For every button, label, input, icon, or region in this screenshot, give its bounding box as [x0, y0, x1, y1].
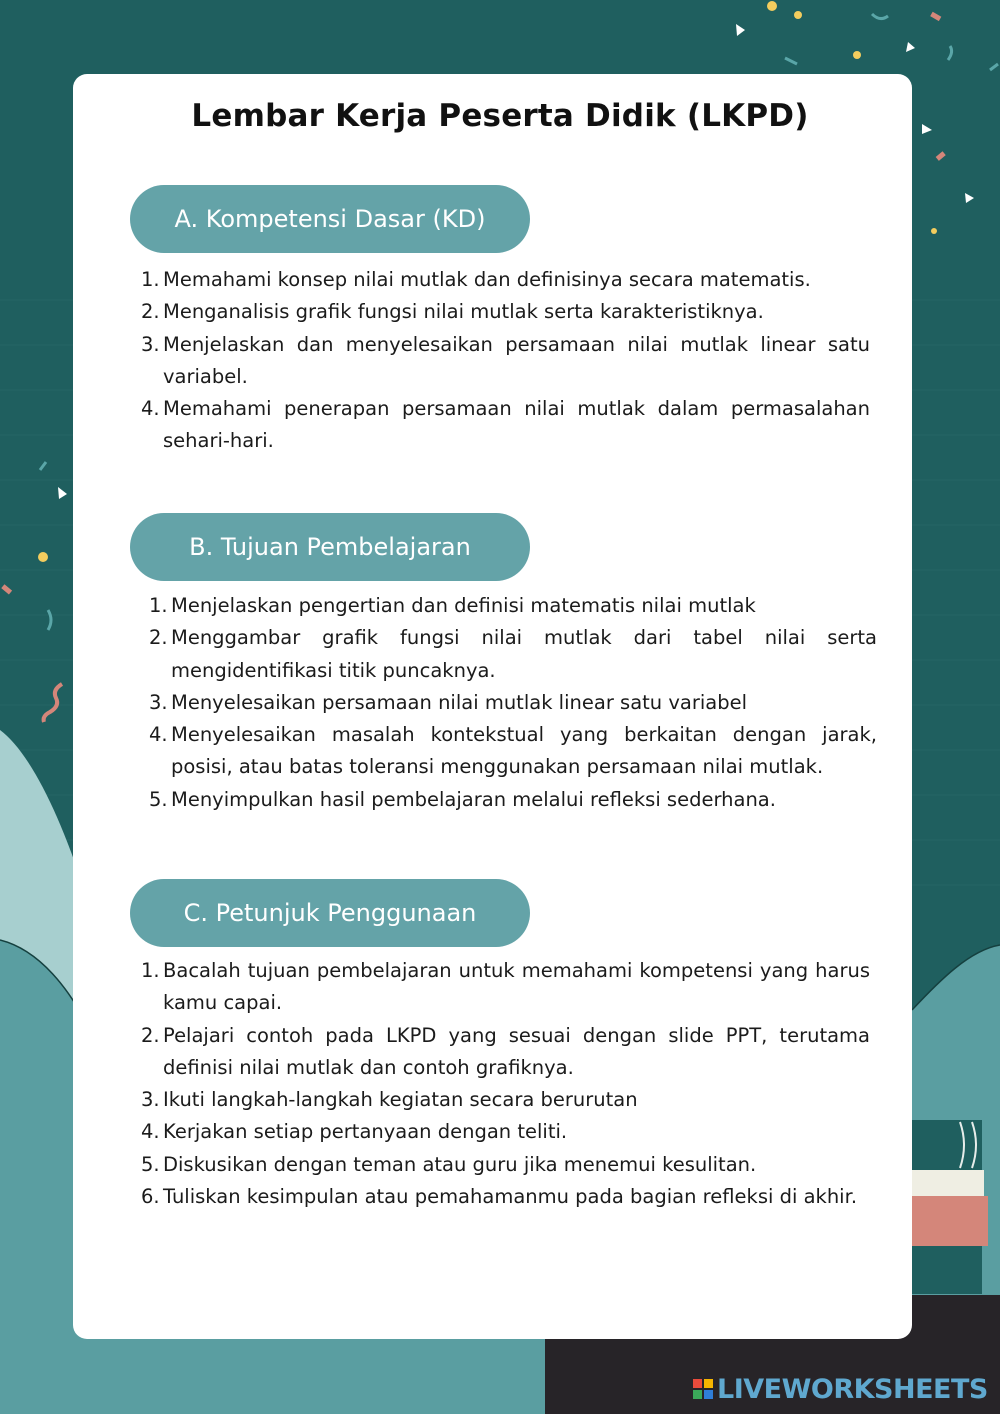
list-number: 2.	[141, 1023, 160, 1047]
liveworksheets-logo-mark	[693, 1379, 713, 1399]
list-item: 6. Tuliskan kesimpulan atau pemahamanmu pada bagian refleksi di akhir.	[163, 1181, 870, 1213]
list-item: 2. Menggambar grafik fungsi nilai mutlak dari tabel nilai serta mengidentifikasi titik puncaknya.	[171, 622, 877, 687]
list-item: 1. Menjelaskan pengertian dan definisi matematis nilai mutlak	[171, 590, 877, 622]
list-item: 1. Bacalah tujuan pembelajaran untuk memahami kompetensi yang harus kamu capai.	[163, 955, 870, 1020]
list-number: 1.	[149, 594, 168, 617]
list-number: 4.	[141, 397, 160, 421]
list-number: 4.	[149, 723, 168, 747]
list-item: 4. Memahami penerapan persamaan nilai mutlak dalam permasalahan sehari-hari.	[163, 393, 870, 458]
list-number: 2.	[141, 300, 160, 324]
list-item: 3. Ikuti langkah-langkah kegiatan secara berurutan	[163, 1084, 870, 1116]
section-heading-tujuan-pembelajaran: B. Tujuan Pembelajaran	[130, 513, 530, 581]
list-number: 4.	[141, 1120, 160, 1144]
list-item: 4. Kerjakan setiap pertanyaan dengan teliti.	[163, 1116, 870, 1148]
page-title: Lembar Kerja Peserta Didik (LKPD)	[191, 98, 809, 134]
list-item: 2. Menganalisis grafik fungsi nilai mutlak serta karakteristiknya.	[163, 296, 870, 328]
list-number: 5.	[149, 787, 168, 811]
list-petunjuk-penggunaan	[141, 955, 870, 1213]
list-item: 5. Diskusikan dengan teman atau guru jika menemui kesulitan.	[163, 1149, 870, 1181]
section-heading-kompetensi-dasar: A. Kompetensi Dasar (KD)	[130, 185, 530, 253]
list-item: 2. Pelajari contoh pada LKPD yang sesuai dengan slide PPT, terutama definisi nilai mutlak dan contoh grafiknya.	[163, 1020, 870, 1085]
list-number: 3.	[141, 332, 160, 356]
list-item: 1. Memahami konsep nilai mutlak dan definisinya secara matematis.	[163, 264, 870, 296]
list-tujuan-pembelajaran	[149, 590, 877, 816]
section-heading-petunjuk-penggunaan: C. Petunjuk Penggunaan	[130, 879, 530, 947]
liveworksheets-logo-text: LIVEWORKSHEETS	[717, 1373, 988, 1405]
list-number: 3.	[149, 690, 168, 714]
list-number: 3.	[141, 1088, 160, 1112]
list-number: 5.	[141, 1152, 160, 1176]
list-number: 6.	[141, 1185, 160, 1209]
list-item: 3. Menjelaskan dan menyelesaikan persamaan nilai mutlak linear satu variabel.	[163, 329, 870, 394]
list-kompetensi-dasar	[141, 264, 870, 458]
list-item: 5. Menyimpulkan hasil pembelajaran melalui refleksi sederhana.	[171, 784, 877, 816]
liveworksheets-logo[interactable]	[693, 1374, 988, 1404]
list-item: 4. Menyelesaikan masalah kontekstual yang berkaitan dengan jarak, posisi, atau batas toleransi menggunakan persamaan nilai mutlak.	[171, 719, 877, 784]
list-item: 3. Menyelesaikan persamaan nilai mutlak linear satu variabel	[171, 687, 877, 719]
list-number: 1.	[141, 959, 160, 982]
list-number: 1.	[141, 268, 160, 291]
list-number: 2.	[149, 626, 168, 650]
